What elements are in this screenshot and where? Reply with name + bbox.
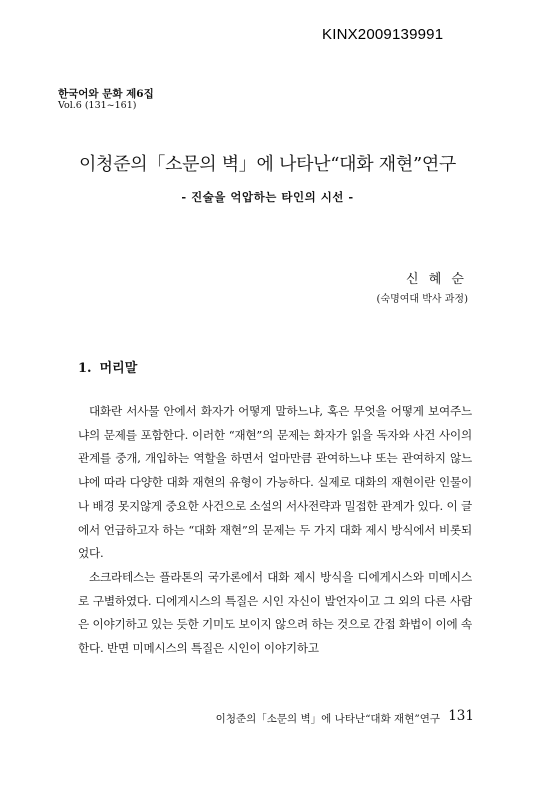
author-name: 신 혜 순 [406,272,467,287]
paragraph: 소크라테스는 플라톤의 국가론에서 대화 제시 방식을 디에게시스와 미메시스로 구별하였다. 디에게시스의 특질은 시인 자신이 발언자이고 그 외의 다른 사람은 이야기하고 있는 듯한 기미도 보이지 않으려 하는 것으로 간접 화법이 이에 속한다. 반면 미메시스의 특질은 시인이 이야기하고 [78,569,472,656]
document-id: KINX2009139991 [322,26,444,43]
section-heading [78,357,137,376]
journal-volume: Vol.6 (131~161) [58,100,137,111]
page-number: 131 [448,708,474,724]
author-affiliation: (숙명여대 박사 과정) [376,294,468,305]
section-title: 머리말 [99,361,138,376]
body-text [78,400,472,661]
section-number: 1. [78,361,92,376]
paper-title: 이청준의「소문의 벽」에 나타난“대화 재현”연구 [78,154,457,175]
paragraph: 대화란 서사물 안에서 화자가 어떻게 말하느냐, 혹은 무엇을 어떻게 보여주느냐의 문제를 포함한다. 이러한 “재현”의 문제는 화자가 읽을 독자와 사건 사이의 관계를 중개, 개입하는 역할을 하면서 얼마만큼 관여하느냐 또는 관여하지 않느냐에 따라 다양한 대화 재현의 유형이 가능하다. 실제로 대화의 재현이란 인물이나 배경 못지않게 중요한 사건으로 소설의 서사전략과 밀접한 관계가 있다. 이 글에서 언급하고자 하는 “대화 재현”의 문제는 두 가지 대화 제시 방식에서 비롯되었다. [78,404,472,561]
paper-subtitle: - 진술을 억압하는 타인의 시선 - [181,190,354,204]
running-title: 이청준의「소문의 벽」에 나타난“대화 재현”연구 [215,713,440,725]
journal-name: 한국어와 문화 제6집 [58,88,154,100]
